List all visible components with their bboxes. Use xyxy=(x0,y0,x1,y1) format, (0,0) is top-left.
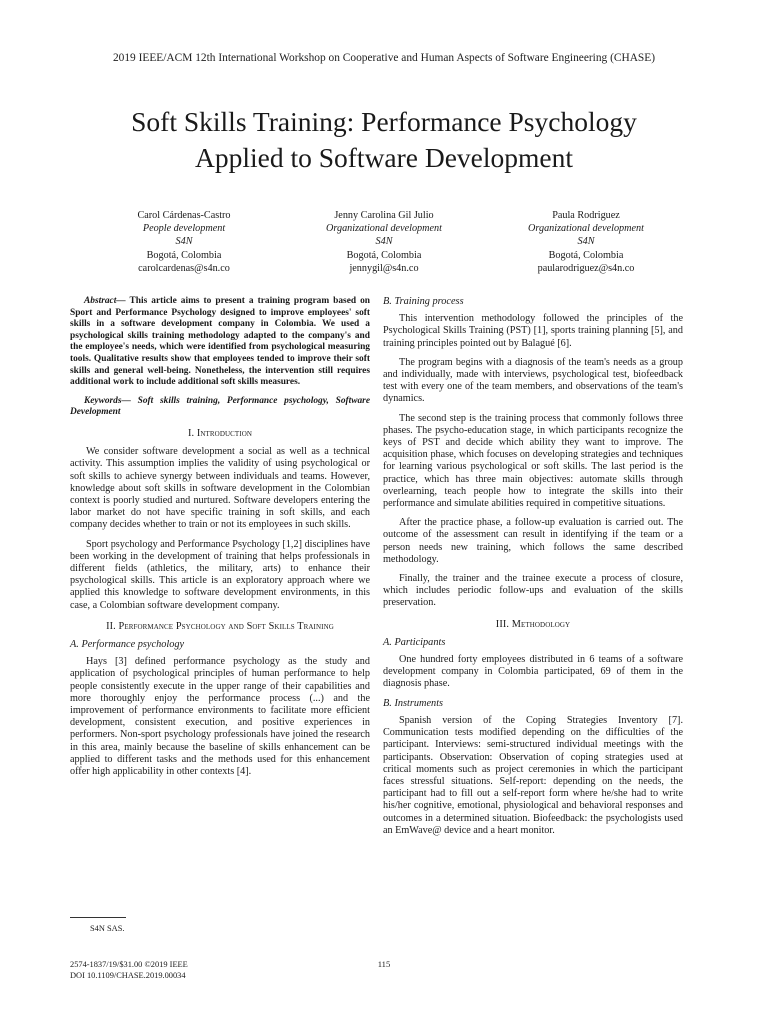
title-line-2: Applied to Software Development xyxy=(194,142,574,173)
title-line-1: Soft Skills Training: Performance Psychology xyxy=(131,106,637,137)
issn-line: 2574-1837/19/$31.00 ©2019 IEEE xyxy=(70,960,188,969)
footnote: S4N SAS. xyxy=(90,924,125,933)
abstract-label: Abstract— xyxy=(84,296,126,306)
paragraph: Sport psychology and Performance Psychology [1,2] disciplines have been working in the development of training that helps professionals in different fields (athletics, the military, arts) to enhance their psychological skills. This article is an exploratory approach where we applied this knowledge to software development environments, in this case, a Colombian software development company. xyxy=(70,538,370,611)
author-dept: Organizational development xyxy=(528,223,644,235)
section-heading-methodology: III. Methodology xyxy=(495,618,571,630)
author-org: S4N xyxy=(577,236,595,248)
footnote-rule xyxy=(70,917,126,918)
subsection-heading-training-process: B. Training process xyxy=(383,296,464,307)
author-name: Carol Cárdenas-Castro xyxy=(137,210,231,221)
author-name: Jenny Carolina Gil Julio xyxy=(334,210,434,221)
paragraph: The second step is the training process that commonly follows three phases. The psycho-education stage, in which participants recognize the keys of PST and decide which ability they want to improve. The acquisition phase, which focuses on developing strategies and techniques for learning various psychological or soft skills. The last period is the practice, which has three main objectives: automate skills through overlearning, teach people how to integrate the skills into their performance and simulate abilities required in competitive situations. xyxy=(383,412,683,510)
paragraph: The program begins with a diagnosis of the team's needs as a group and individually, made with interviews, psychological test, biofeedback test with every one of the team members, and observations of the team's dynamics. xyxy=(383,356,683,405)
subsection-heading-participants: A. Participants xyxy=(383,636,446,648)
author-email: paularodriguez@s4n.co xyxy=(537,262,635,274)
author-location: Bogotá, Colombia xyxy=(346,249,422,261)
left-column xyxy=(70,296,370,785)
page-number: 115 xyxy=(377,959,391,969)
paragraph: After the practice phase, a follow-up evaluation is carried out. The outcome of the assessment can result in identifying if the team or a person needs new training, which follows the same described methodology. xyxy=(383,517,683,565)
author-dept: Organizational development xyxy=(326,223,442,235)
abstract-text: This article aims to present a training program based on Sport and Performance Psychology designed to improve employees' soft skills in a software development company in Colombia. We used a psychological skills training methodology adapted to the company's and the employee's needs, which were identified from psychological measuring tools. Qualitative results show that employees tended to improve their soft skills and general well-being. Nonetheless, the intervention still requires additional work to include additional soft skills measures. xyxy=(70,296,370,388)
keywords-text: Soft skills training, Performance psychology, Software Development xyxy=(70,395,370,418)
author-dept: People development xyxy=(142,223,226,235)
author-email: jennygil@s4n.co xyxy=(349,262,419,274)
subsection-heading-instruments: B. Instruments xyxy=(383,697,444,709)
paragraph: Hays [3] defined performance psychology as the study and application of psychological principles of human performance to help people consistently execute in the upper range of their capabilities and more thoroughly enjoy the performance process (...) and the improvement of performance environments to facilitate more efficient development, consistent execution, and positive experiences in performers. Non-sport psychology professionals have joined the research in this area, mainly because the baseline of skills enhancement can be applied to different tasks and the methods used for this enhancement offer high applicability in other contexts [4]. xyxy=(70,656,370,778)
doi-line: DOI 10.1109/CHASE.2019.00034 xyxy=(70,971,186,980)
author-org: S4N xyxy=(375,236,393,248)
section-heading-performance-psychology: II. Performance Psychology and Soft Skills Training xyxy=(106,620,334,632)
section-heading-introduction: I. Introduction xyxy=(187,427,253,439)
paragraph: Spanish version of the Coping Strategies Inventory [7]. Communication tests modified depending on the difficulties of the participant. Interviews: semi-structured individual meetings with the participants. Observation: Observation of coping strategies used at critical moments such as project ceremonies in which the participant faces stressful situations. Self-report: depending on the needs, the participant had to fill out a self-report form where he/she had to write his/her cognitive, emotional, physiological and behavioral responses and outcomes in a determined situation. Biofeedback: the psychologists used an EmWave@ device and a heart monitor. xyxy=(383,714,683,836)
right-column xyxy=(383,296,683,844)
paragraph: We consider software development a social as well as a technical activity. This assumption implies the validity of using psychological or soft skills to achieve synergy between individuals and teams. However, knowledge about soft skills in software development in the Colombian context is poorly studied and nurtured. Software developers entering the labor market do not have specific training in soft skills, and each company decides whether to train or not its employees in such skills. xyxy=(70,446,370,531)
author-org: S4N xyxy=(175,236,193,248)
abstract xyxy=(70,296,370,389)
paper-title xyxy=(0,104,768,176)
author-3 xyxy=(466,209,706,275)
author-location: Bogotá, Colombia xyxy=(548,249,624,261)
author-location: Bogotá, Colombia xyxy=(146,249,222,261)
paragraph: This intervention methodology followed the principles of the Psychological Skills Training (PST) [1], sports training planning [5], and training principles pointed out by Balagué [6]. xyxy=(383,313,683,349)
keywords xyxy=(70,396,370,419)
author-email: carolcardenas@s4n.co xyxy=(138,262,230,274)
author-name: Paula Rodriguez xyxy=(552,210,620,221)
conference-header: 2019 IEEE/ACM 12th International Workshop on Cooperative and Human Aspects of Software Engineering (CHASE) xyxy=(112,52,656,64)
paragraph: Finally, the trainer and the trainee execute a process of closure, which includes periodic follow-ups and evaluation of the skills preservation. xyxy=(383,573,683,609)
subsection-heading-performance-psychology: A. Performance psychology xyxy=(70,638,185,650)
keywords-label: Keywords— xyxy=(84,395,131,406)
paragraph: One hundred forty employees distributed in 6 teams of a software development company in Colombia participated, 69 of them in the diagnosis phase. xyxy=(383,654,683,690)
